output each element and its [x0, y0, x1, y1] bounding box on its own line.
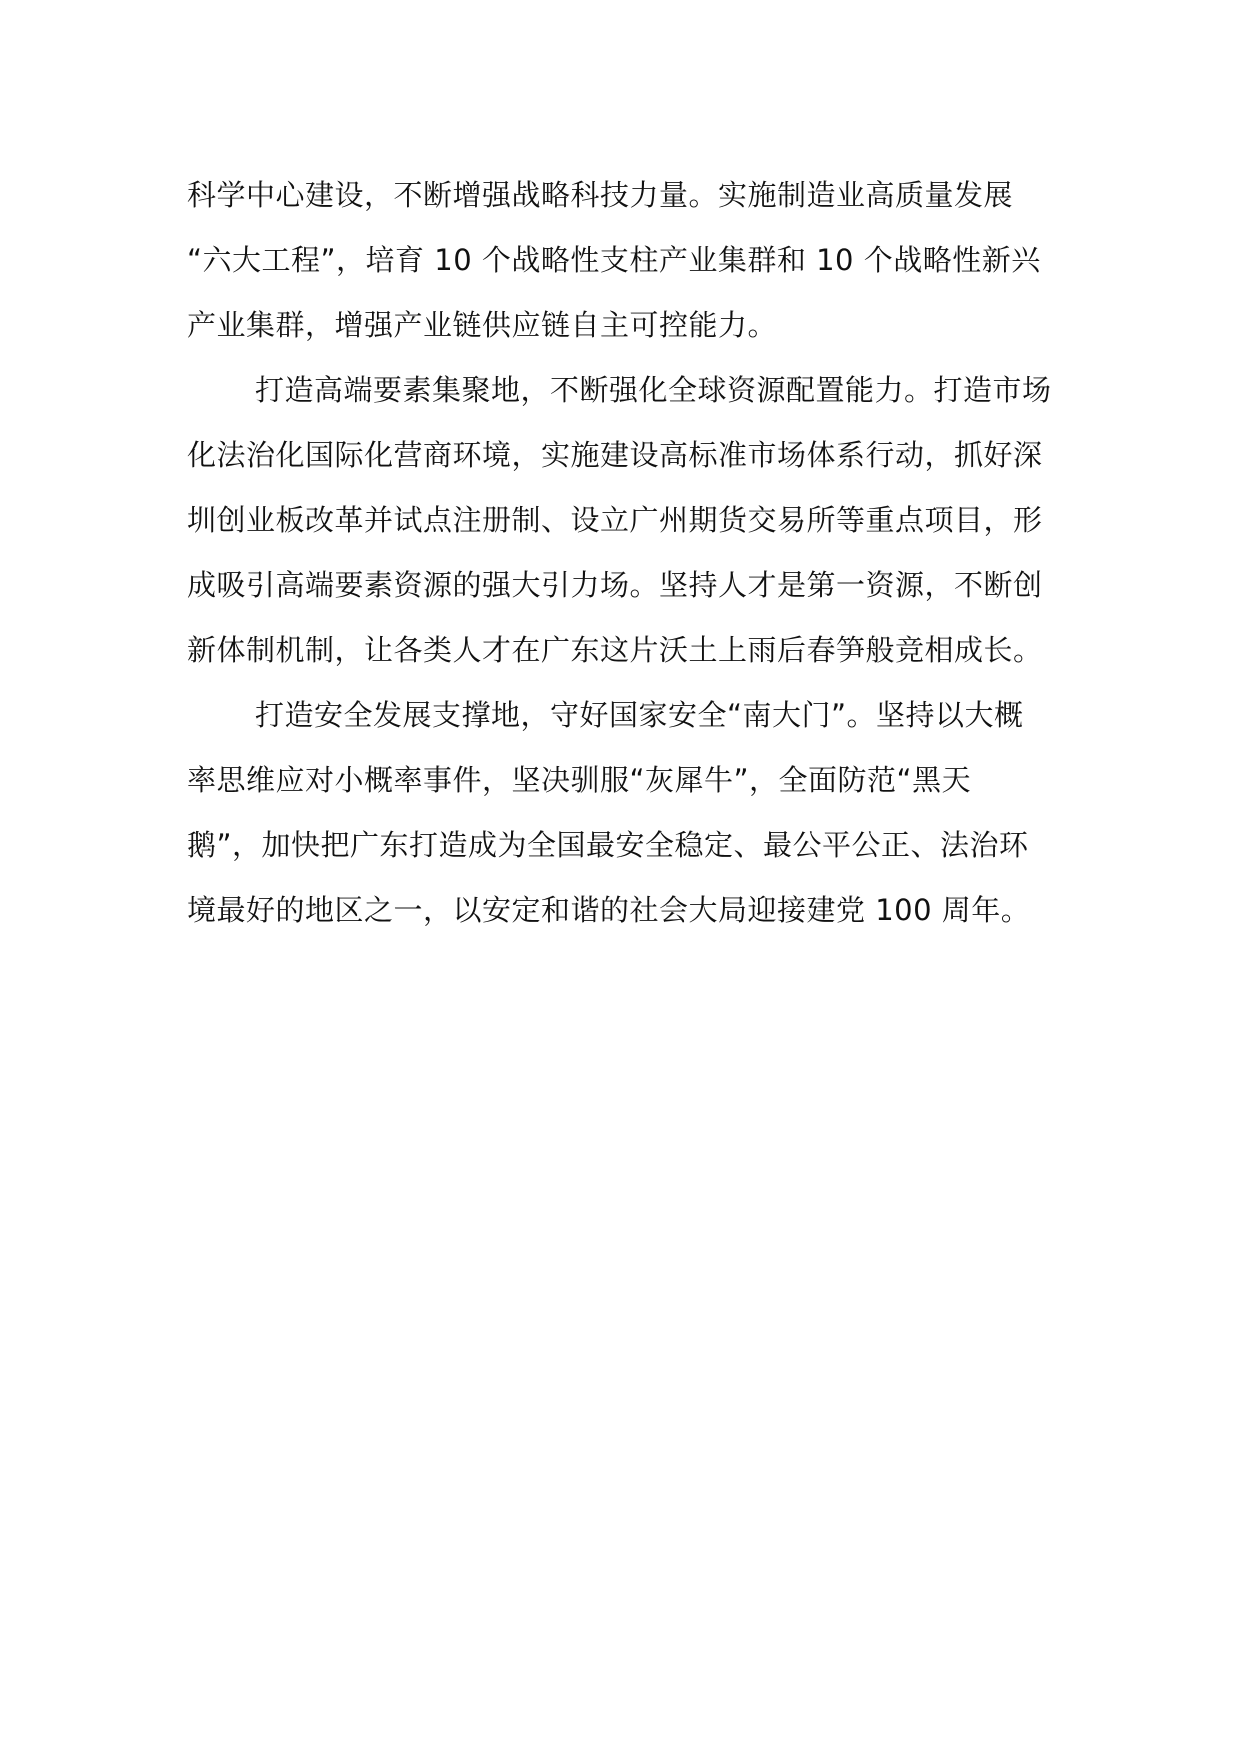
paragraph-3	[187, 683, 1057, 943]
paragraph-line: 科学中心建设，不断增强战略科技力量。实施制造业高质量发展	[187, 178, 1014, 212]
paragraph-line: 成吸引高端要素资源的强大引力场。坚持人才是第一资源，不断创	[187, 568, 1043, 602]
paragraph-line: “六大工程”，培育 10 个战略性支柱产业集群和 10 个战略性新兴	[187, 243, 1041, 277]
paragraph-line: 圳创业板改革并试点注册制、设立广州期货交易所等重点项目，形	[187, 503, 1043, 537]
document-body	[187, 163, 1057, 943]
paragraph-2	[187, 358, 1057, 683]
paragraph-line: 率思维应对小概率事件，坚决驯服“灰犀牛”，全面防范“黑天	[187, 763, 972, 797]
paragraph-line: 产业集群，增强产业链供应链自主可控能力。	[187, 308, 778, 342]
paragraph-line: 境最好的地区之一，以安定和谐的社会大局迎接建党 100 周年。	[187, 893, 1031, 927]
paragraph-line: 新体制机制，让各类人才在广东这片沃土上雨后春笋般竞相成长。	[187, 633, 1043, 667]
paragraph-1	[187, 163, 1057, 358]
paragraph-line: 打造安全发展支撑地，守好国家安全“南大门”。坚持以大概	[255, 698, 1024, 732]
paragraph-line: 化法治化国际化营商环境，实施建设高标准市场体系行动，抓好深	[187, 438, 1043, 472]
paragraph-line: 打造高端要素集聚地，不断强化全球资源配置能力。打造市场	[255, 373, 1052, 407]
paragraph-line: 鹅”，加快把广东打造成为全国最安全稳定、最公平公正、法治环	[187, 828, 1029, 862]
